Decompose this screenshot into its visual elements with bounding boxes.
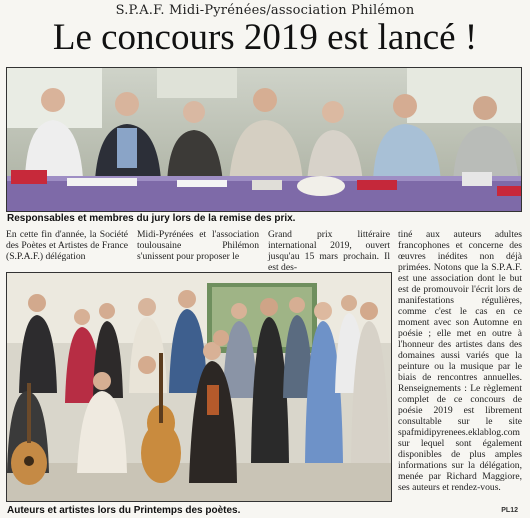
page-number: PL12: [501, 507, 518, 514]
article-column-3-text: Grand prix littéraire international 2019, ouvert jusqu'au 15 mars prochain. Il est des-: [268, 229, 390, 273]
article-column-2: [137, 229, 259, 262]
article-column-1-text: En cette fin d'année, la Société des Poètes et Artistes de France (S.P.A.F.) délégation: [6, 229, 128, 262]
artists-photo-caption: Auteurs et artistes lors du Printemps des poètes.: [7, 505, 241, 516]
artists-photo: [6, 272, 392, 502]
jury-photo: [6, 67, 522, 212]
kicker: S.P.A.F. Midi-Pyrénées/association Philémon: [115, 3, 415, 18]
article-column-4: [398, 229, 522, 493]
article-column-2-text: Midi-Pyrénées et l'association toulousaine Philémon s'unissent pour proposer le: [137, 229, 259, 262]
article-column-3: [268, 229, 390, 273]
jury-photo-caption: Responsables et membres du jury lors de la remise des prix.: [7, 213, 296, 224]
headline: Le concours 2019 est lancé !: [52, 17, 478, 58]
article-column-1: [6, 229, 128, 262]
article-column-4-text: tiné aux auteurs adultes francophones et concerne des œuvres inédites non déjà primées. Notons que la S.P.A.F. est une association dont le but est de promouvoir l'écrit lors de manifestations régulières, comme c'est le cas en ce moment avec son Automne en poésie ; elle met en outre à l'honneur des artistes dans des domaines aussi variés que la peinture ou la musique par le biais de rencontres annuelles. Renseignements : Le règlement complet de ce concours de poésie 2019 est librement consultable sur le site spafmidipyrenees.eklablog.com sur lequel sont également disponibles de plus amples informations sur la délégation, menée par Richard Maggiore, ses auteurs et rendez-vous.: [398, 229, 522, 493]
